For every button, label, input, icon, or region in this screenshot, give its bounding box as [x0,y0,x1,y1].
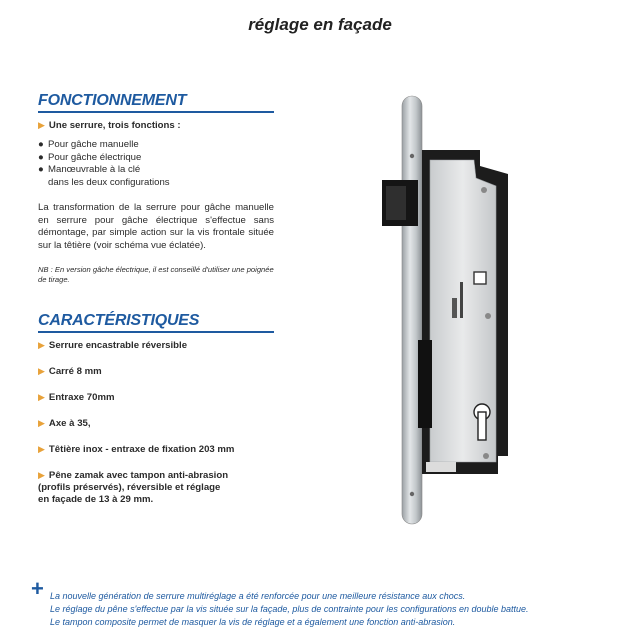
spec-item: ▶ Axe à 35, [38,418,91,430]
arrow-icon: ▶ [38,444,45,455]
footer-note [0,578,640,640]
nb-note: NB : En version gâche électrique, il est conseillé d'utiliser une poignée de tirage. [38,265,274,285]
lead-line [38,120,274,131]
function-list [38,139,274,177]
screw-shape [483,453,489,459]
deadbolt-shape [418,340,432,428]
arrow-icon: ▶ [38,392,45,403]
latch-face-shape [386,186,406,220]
base-block-shape [426,462,456,472]
arrow-icon: ▶ [38,418,45,429]
arrow-icon: ▶ [38,120,45,130]
spec-item: ▶ Carré 8 mm [38,366,102,378]
spec-item: ▶ Entraxe 70mm [38,392,115,404]
list-item-continuation: dans les deux configurations [48,176,170,188]
list-item: ● Manœuvrable à la clé [38,164,141,175]
screw-hole-shape [410,492,414,496]
section-caracteristiques [38,312,274,506]
screw-hole-shape [410,154,414,158]
section-title-fonctionnement: FONCTIONNEMENT [38,92,274,113]
slot-shape [460,282,463,318]
arrow-icon: ▶ [38,470,45,481]
arrow-icon: ▶ [38,366,45,377]
footer-line: Le réglage du pêne s'effectue par la vis située sur la façade, plus de contrainte pour les configurations en double battue. [50,604,529,614]
bullet-dot-icon: ● [38,164,44,175]
list-item: ● Pour gâche électrique [38,151,142,163]
spec-item: ▶ Serrure encastrable réversible [38,340,188,352]
footer-line: La nouvelle génération de serrure multiréglage a été renforcée pour une meilleure résistance aux chocs. [50,591,466,601]
plus-icon: + [31,576,44,601]
left-column [38,92,274,506]
section-title-caracteristiques: CARACTÉRISTIQUES [38,312,274,333]
bullet-dot-icon: ● [38,139,44,150]
screw-shape [481,187,487,193]
bullet-dot-icon: ● [38,151,44,163]
footer-line: Le tampon composite permet de masquer la vis de réglage et a également une fonction anti-abrasion. [50,617,456,627]
list-item: ● Pour gâche manuelle [38,139,139,150]
lock-product-image [372,90,510,530]
slot-shape [452,298,457,318]
cylinder-cutout-shape [478,412,486,440]
spec-item: ▶ Têtière inox - entraxe de fixation 203 mm [38,444,235,456]
arrow-icon: ▶ [38,340,45,351]
footer-lines [50,590,529,629]
description-paragraph: La transformation de la serrure pour gâche manuelle en serrure pour gâche électrique s'effectue sans démontage, par simple action sur la vis frontale située sur la têtière (voir schéma vue éclatée). [38,202,274,251]
spec-item-multiline: ▶ Pêne zamak avec tampon anti-abrasion (profils préservés), réversible et réglage en façade de 13 à 29 mm. [38,470,229,506]
faceplate-shape [402,96,422,524]
lead-text: Une serrure, trois fonctions : [48,120,181,131]
screw-shape [485,313,491,319]
page-subtitle: réglage en façade [248,15,392,34]
square-follower-shape [474,272,486,284]
